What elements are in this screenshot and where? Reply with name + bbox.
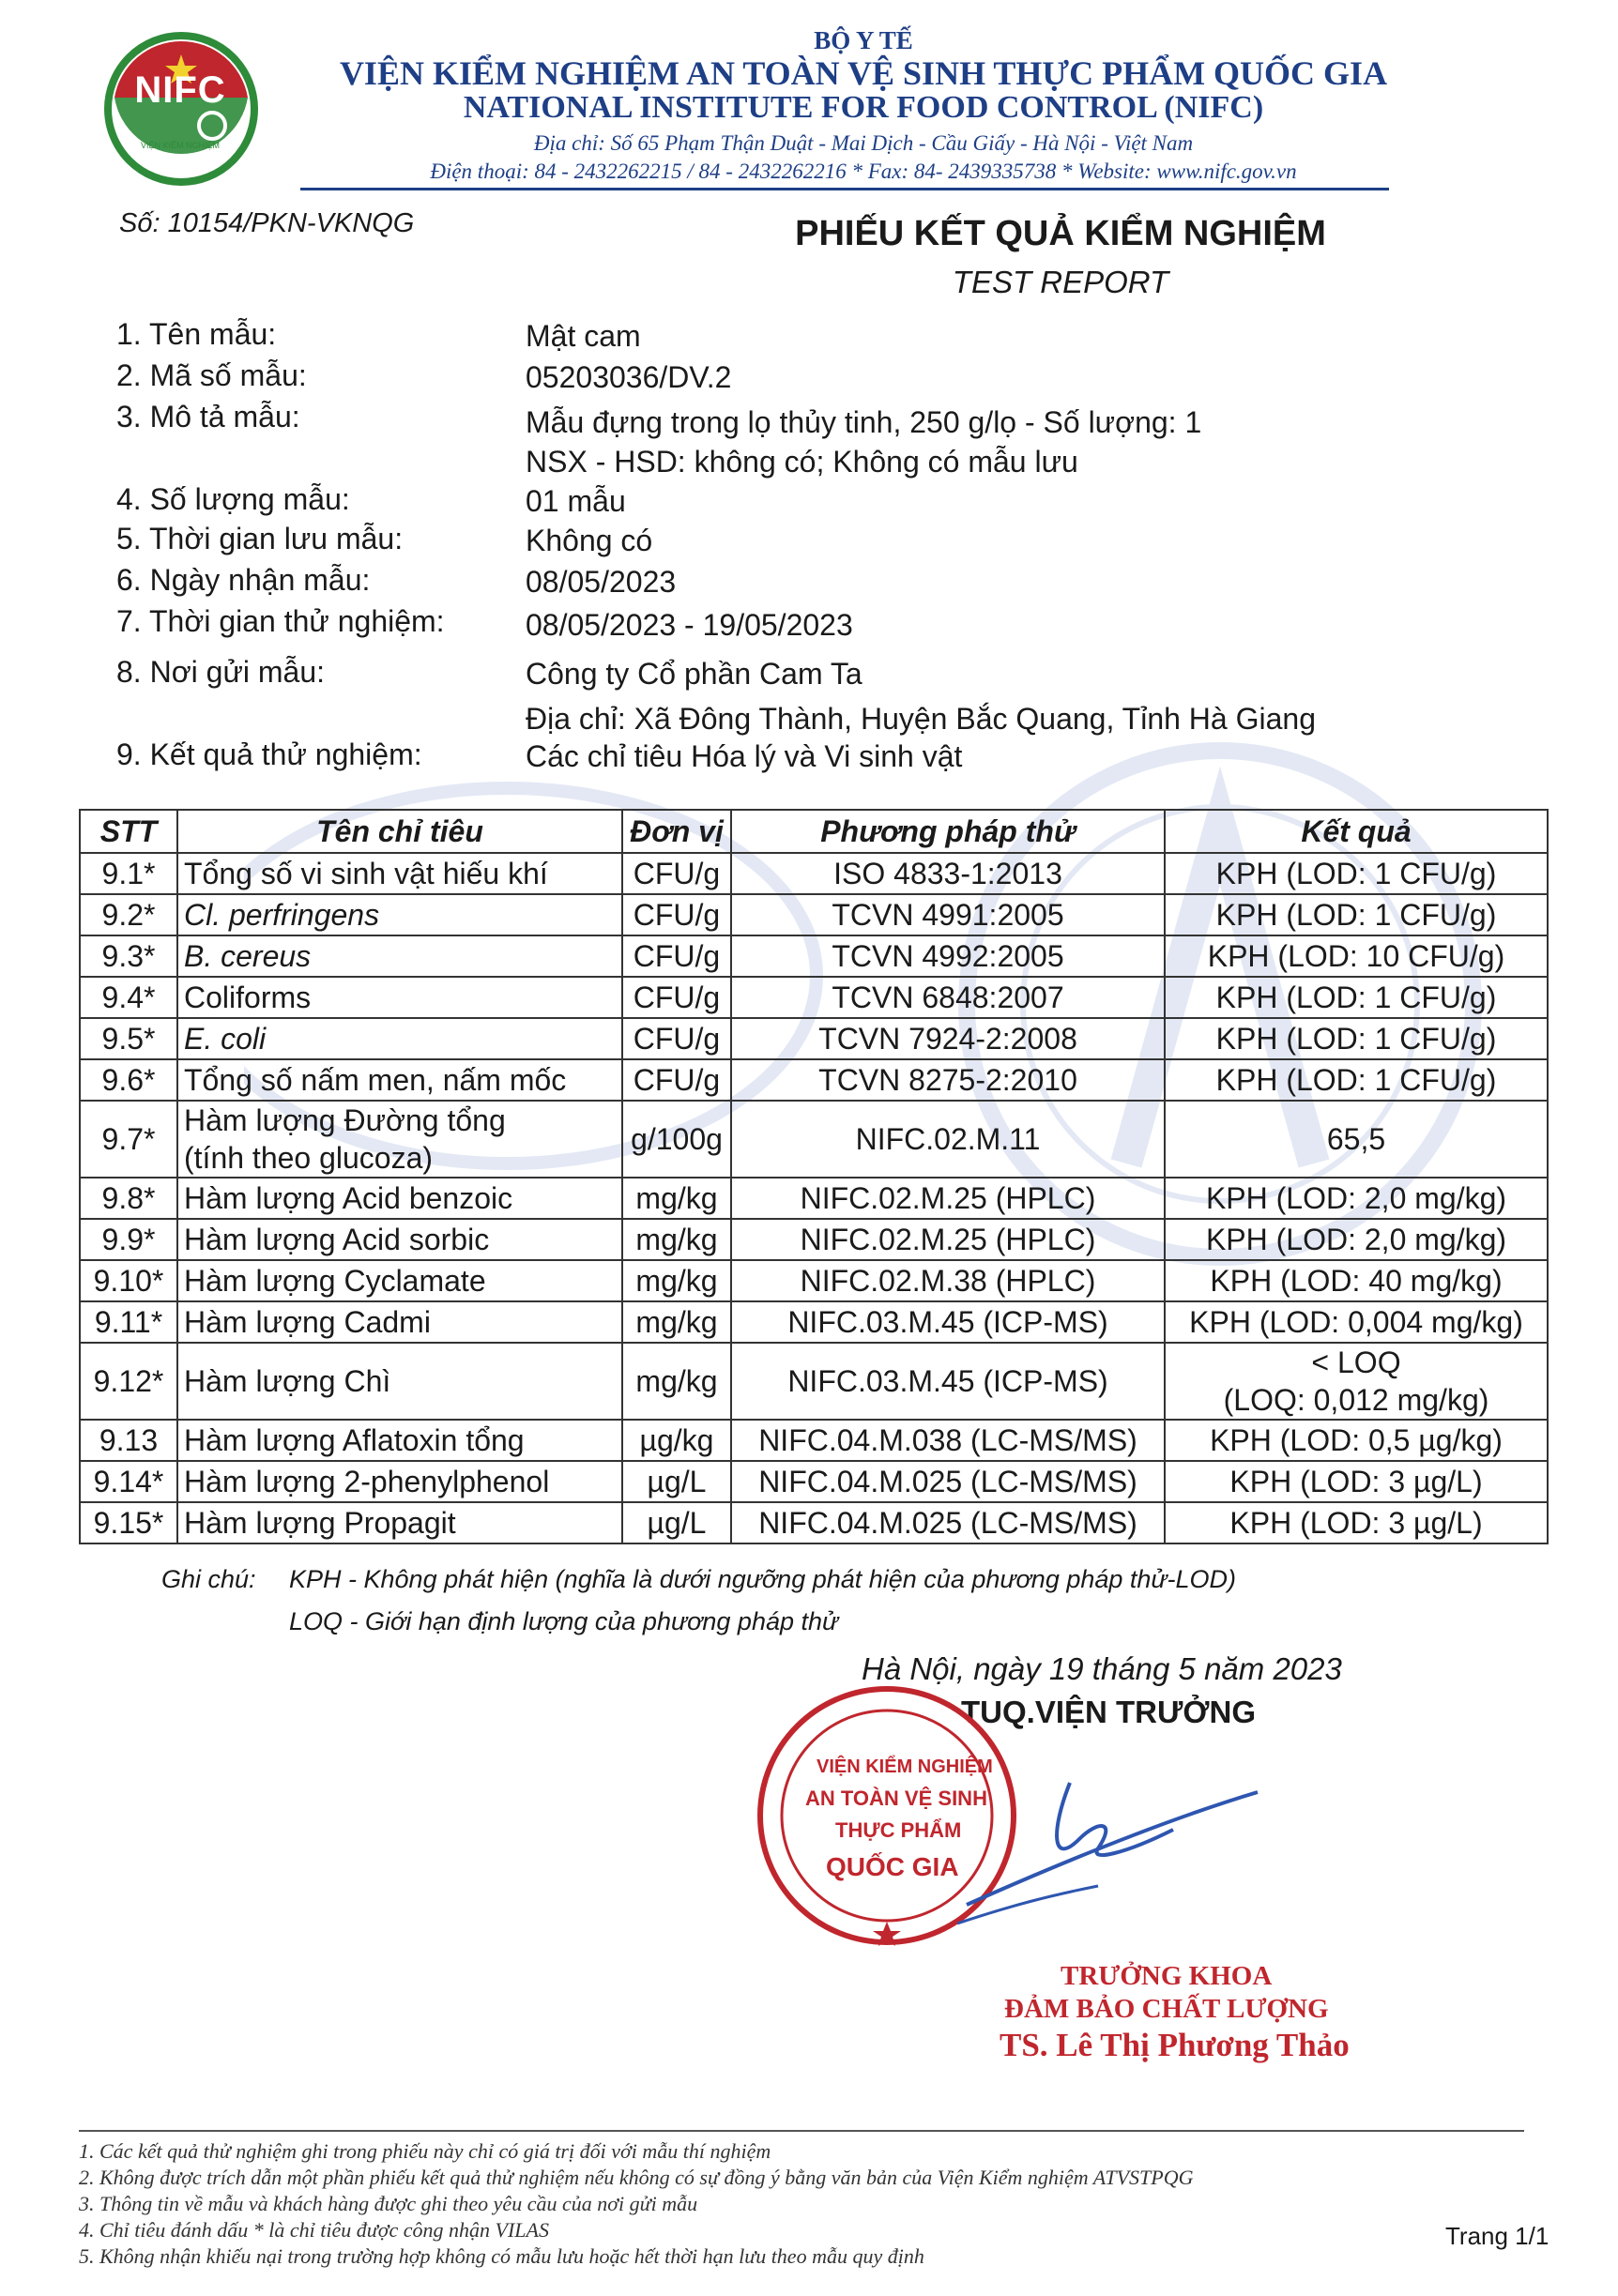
cell-result: KPH (LOD: 0,5 µg/kg) bbox=[1165, 1420, 1548, 1461]
cell-method: NIFC.02.M.25 (HPLC) bbox=[731, 1219, 1165, 1260]
table-row bbox=[80, 1101, 1548, 1178]
table-row bbox=[80, 1178, 1548, 1219]
cell-stt: 9.15* bbox=[80, 1502, 177, 1543]
cell-stt: 9.14* bbox=[80, 1461, 177, 1502]
cell-name: Hàm lượng Cyclamate bbox=[177, 1260, 622, 1301]
cell-result: KPH (LOD: 3 µg/L) bbox=[1165, 1461, 1548, 1502]
cell-name: Tổng số nấm men, nấm mốc bbox=[177, 1059, 622, 1101]
cell-unit: µg/L bbox=[622, 1461, 731, 1502]
info-value-quantity: 01 mẫu bbox=[526, 484, 626, 518]
cell-name bbox=[177, 1101, 622, 1178]
cell-name: Hàm lượng Propagit bbox=[177, 1502, 622, 1543]
note-kph: KPH - Không phát hiện (nghĩa là dưới ngưỡng phát hiện của phương pháp thử-LOD) bbox=[289, 1565, 1237, 1593]
table-row bbox=[80, 1461, 1548, 1502]
place-date: Hà Nội, ngày 19 tháng 5 năm 2023 bbox=[862, 1651, 1342, 1686]
footer-note-3: 3. Thông tin về mẫu và khách hàng được ghi theo yêu cầu của nơi gửi mẫu bbox=[79, 2192, 698, 2215]
report-title-vi: PHIẾU KẾT QUẢ KIỂM NGHIỆM bbox=[795, 214, 1326, 253]
cell-result: 65,5 bbox=[1165, 1101, 1548, 1178]
cell-result: KPH (LOD: 40 mg/kg) bbox=[1165, 1260, 1548, 1301]
col-header-method: Phương pháp thử bbox=[731, 810, 1165, 853]
table-row bbox=[80, 1502, 1548, 1543]
info-label-test-results: 9. Kết quả thử nghiệm: bbox=[116, 737, 422, 771]
col-header-unit: Đơn vị bbox=[622, 810, 731, 853]
note-loq: LOQ - Giới hạn định lượng của phương pháp thử bbox=[289, 1607, 839, 1635]
stamp-line-4: QUỐC GIA bbox=[826, 1852, 959, 1881]
report-number: Số: 10154/PKN-VKNQG bbox=[119, 208, 415, 238]
col-header-result: Kết quả bbox=[1165, 810, 1548, 853]
cell-unit: CFU/g bbox=[622, 935, 731, 977]
footer-note-5: 5. Không nhận khiếu nại trong trường hợp không có mẫu lưu hoặc hết thời hạn lưu theo mẫu quy định bbox=[79, 2244, 924, 2268]
cell-result: KPH (LOD: 2,0 mg/kg) bbox=[1165, 1178, 1548, 1219]
footer-divider bbox=[79, 2130, 1524, 2132]
info-label-received-date: 6. Ngày nhận mẫu: bbox=[116, 563, 371, 597]
info-value-retention: Không có bbox=[526, 524, 653, 557]
info-value-sample-code: 05203036/DV.2 bbox=[526, 360, 732, 394]
cell-result: KPH (LOD: 10 CFU/g) bbox=[1165, 935, 1548, 977]
cell-name: Hàm lượng Aflatoxin tổng bbox=[177, 1420, 622, 1461]
cell-name: Tổng số vi sinh vật hiếu khí bbox=[177, 853, 622, 894]
cell-name: Hàm lượng Acid sorbic bbox=[177, 1219, 622, 1260]
cell-stt: 9.7* bbox=[80, 1101, 177, 1178]
cell-name: Hàm lượng Acid benzoic bbox=[177, 1178, 622, 1219]
cell-method: NIFC.04.M.025 (LC-MS/MS) bbox=[731, 1461, 1165, 1502]
table-header-row bbox=[80, 810, 1548, 853]
info-label-sample-code: 2. Mã số mẫu: bbox=[116, 358, 307, 392]
cell-result: KPH (LOD: 1 CFU/g) bbox=[1165, 1018, 1548, 1059]
cell-method: NIFC.02.M.11 bbox=[731, 1101, 1165, 1178]
col-header-stt: STT bbox=[80, 810, 177, 853]
table-row bbox=[80, 1059, 1548, 1101]
cell-unit: µg/kg bbox=[622, 1420, 731, 1461]
cell-method: TCVN 6848:2007 bbox=[731, 977, 1165, 1018]
info-value-test-period: 08/05/2023 - 19/05/2023 bbox=[526, 608, 853, 642]
cell-stt: 9.4* bbox=[80, 977, 177, 1018]
info-value-description-2: NSX - HSD: không có; Không có mẫu lưu bbox=[526, 445, 1078, 479]
signer-name: TS. Lê Thị Phương Thảo bbox=[1000, 2027, 1350, 2063]
cell-method: NIFC.04.M.038 (LC-MS/MS) bbox=[731, 1420, 1165, 1461]
table-row bbox=[80, 1219, 1548, 1260]
cell-name: E. coli bbox=[177, 1018, 622, 1059]
stamp-line-1: VIỆN KIỂM NGHIỆM bbox=[817, 1756, 993, 1777]
cell-unit: mg/kg bbox=[622, 1260, 731, 1301]
cell-method: NIFC.03.M.45 (ICP-MS) bbox=[731, 1343, 1165, 1420]
table-row bbox=[80, 1301, 1548, 1343]
col-header-name: Tên chỉ tiêu bbox=[177, 810, 622, 853]
cell-result: KPH (LOD: 2,0 mg/kg) bbox=[1165, 1219, 1548, 1260]
handwritten-signature bbox=[939, 1764, 1276, 1952]
cell-stt: 9.12* bbox=[80, 1343, 177, 1420]
cell-method: TCVN 4991:2005 bbox=[731, 894, 1165, 935]
cell-method: TCVN 4992:2005 bbox=[731, 935, 1165, 977]
ministry-name: BỘ Y TẾ bbox=[814, 26, 913, 54]
signer-title: TUQ.VIỆN TRƯỞNG bbox=[961, 1695, 1257, 1729]
cell-method: NIFC.02.M.25 (HPLC) bbox=[731, 1178, 1165, 1219]
signer-department-1: TRƯỞNG KHOA bbox=[1061, 1961, 1273, 1991]
cell-method: TCVN 8275-2:2010 bbox=[731, 1059, 1165, 1101]
table-row bbox=[80, 935, 1548, 977]
cell-stt: 9.11* bbox=[80, 1301, 177, 1343]
cell-name-line-2: (tính theo glucoza) bbox=[184, 1141, 434, 1175]
info-label-test-period: 7. Thời gian thử nghiệm: bbox=[116, 604, 445, 638]
logo-subtext: VIỆN KIỂM NGHIỆM bbox=[140, 141, 220, 150]
logo-text: NIFC bbox=[134, 69, 226, 111]
cell-unit: mg/kg bbox=[622, 1301, 731, 1343]
cell-stt: 9.5* bbox=[80, 1018, 177, 1059]
cell-unit: g/100g bbox=[622, 1101, 731, 1178]
cell-stt: 9.13 bbox=[80, 1420, 177, 1461]
cell-result-line-1: < LOQ bbox=[1311, 1346, 1401, 1379]
cell-unit: CFU/g bbox=[622, 1018, 731, 1059]
cell-stt: 9.2* bbox=[80, 894, 177, 935]
table-row bbox=[80, 1018, 1548, 1059]
cell-result: KPH (LOD: 3 µg/L) bbox=[1165, 1502, 1548, 1543]
info-value-received-date: 08/05/2023 bbox=[526, 565, 677, 599]
page-number: Trang 1/1 bbox=[1445, 2222, 1549, 2250]
info-label-retention: 5. Thời gian lưu mẫu: bbox=[116, 522, 404, 555]
info-value-sender-address: Địa chỉ: Xã Đông Thành, Huyện Bắc Quang, Tỉnh Hà Giang bbox=[526, 702, 1316, 736]
institute-address: Địa chỉ: Số 65 Phạm Thận Duật - Mai Dịch - Cầu Giấy - Hà Nội - Việt Nam bbox=[533, 131, 1194, 155]
table-row bbox=[80, 1260, 1548, 1301]
cell-result: KPH (LOD: 1 CFU/g) bbox=[1165, 894, 1548, 935]
cell-method: ISO 4833-1:2013 bbox=[731, 853, 1165, 894]
cell-result: KPH (LOD: 1 CFU/g) bbox=[1165, 1059, 1548, 1101]
cell-result: KPH (LOD: 0,004 mg/kg) bbox=[1165, 1301, 1548, 1343]
signer-department-2: ĐẢM BẢO CHẤT LƯỢNG bbox=[1004, 1994, 1329, 2024]
institute-name-en: NATIONAL INSTITUTE FOR FOOD CONTROL (NIFC) bbox=[463, 90, 1264, 125]
cell-result: KPH (LOD: 1 CFU/g) bbox=[1165, 977, 1548, 1018]
stamp-line-3: THỰC PHẨM bbox=[835, 1818, 962, 1842]
report-title-en: TEST REPORT bbox=[952, 265, 1169, 299]
table-row bbox=[80, 894, 1548, 935]
cell-stt: 9.8* bbox=[80, 1178, 177, 1219]
notes-title: Ghi chú: bbox=[161, 1565, 256, 1593]
cell-unit: CFU/g bbox=[622, 1059, 731, 1101]
cell-unit: CFU/g bbox=[622, 894, 731, 935]
info-value-sender: Công ty Cổ phần Cam Ta bbox=[526, 657, 862, 691]
cell-unit: mg/kg bbox=[622, 1178, 731, 1219]
info-value-sample-name: Mật cam bbox=[526, 319, 641, 353]
institute-name-vi: VIỆN KIỂM NGHIỆM AN TOÀN VỆ SINH THỰC PHẨM QUỐC GIA bbox=[339, 54, 1388, 92]
cell-stt: 9.10* bbox=[80, 1260, 177, 1301]
cell-name: Cl. perfringens bbox=[177, 894, 622, 935]
cell-stt: 9.1* bbox=[80, 853, 177, 894]
stamp-line-2: AN TOÀN VỆ SINH bbox=[805, 1787, 987, 1810]
cell-unit: mg/kg bbox=[622, 1343, 731, 1420]
cell-unit: CFU/g bbox=[622, 853, 731, 894]
footer-note-4: 4. Chỉ tiêu đánh dấu * là chỉ tiêu được công nhận VILAS bbox=[79, 2218, 549, 2242]
cell-name: Hàm lượng Chì bbox=[177, 1343, 622, 1420]
cell-stt: 9.3* bbox=[80, 935, 177, 977]
info-label-sample-name: 1. Tên mẫu: bbox=[116, 317, 277, 351]
header-divider bbox=[300, 188, 1389, 190]
footer-note-1: 1. Các kết quả thử nghiệm ghi trong phiếu này chỉ có giá trị đối với mẫu thí nghiệm bbox=[79, 2139, 771, 2163]
cell-method: NIFC.04.M.025 (LC-MS/MS) bbox=[731, 1502, 1165, 1543]
cell-stt: 9.6* bbox=[80, 1059, 177, 1101]
info-value-test-results: Các chỉ tiêu Hóa lý và Vi sinh vật bbox=[526, 739, 963, 773]
cell-stt: 9.9* bbox=[80, 1219, 177, 1260]
cell-name: Coliforms bbox=[177, 977, 622, 1018]
cell-result-line-2: (LOQ: 0,012 mg/kg) bbox=[1223, 1383, 1489, 1417]
cell-name: B. cereus bbox=[177, 935, 622, 977]
cell-unit: CFU/g bbox=[622, 977, 731, 1018]
cell-unit: mg/kg bbox=[622, 1219, 731, 1260]
cell-method: NIFC.03.M.45 (ICP-MS) bbox=[731, 1301, 1165, 1343]
cell-result: KPH (LOD: 1 CFU/g) bbox=[1165, 853, 1548, 894]
institute-contact: Điện thoại: 84 - 2432262215 / 84 - 2432262216 * Fax: 84- 2439335738 * Website: www.nifc.gov.vn bbox=[430, 160, 1297, 183]
cell-name-line-1: Hàm lượng Đường tổng bbox=[184, 1103, 506, 1137]
cell-name: Hàm lượng Cadmi bbox=[177, 1301, 622, 1343]
info-label-description: 3. Mô tả mẫu: bbox=[116, 400, 300, 433]
table-row bbox=[80, 1343, 1548, 1420]
footer-note-2: 2. Không được trích dẫn một phần phiếu kết quả thử nghiệm nếu không có sự đồng ý bằng văn bản của Viện Kiểm nghiệm ATVSTPQG bbox=[79, 2166, 1194, 2189]
cell-method: NIFC.02.M.38 (HPLC) bbox=[731, 1260, 1165, 1301]
cell-name: Hàm lượng 2-phenylphenol bbox=[177, 1461, 622, 1502]
info-label-sender: 8. Nơi gửi mẫu: bbox=[116, 655, 326, 689]
cell-unit: µg/L bbox=[622, 1502, 731, 1543]
cell-method: TCVN 7924-2:2008 bbox=[731, 1018, 1165, 1059]
table-row bbox=[80, 977, 1548, 1018]
table-row bbox=[80, 1420, 1548, 1461]
results-table bbox=[79, 809, 1549, 1544]
info-label-quantity: 4. Số lượng mẫu: bbox=[116, 482, 350, 516]
info-value-description-1: Mẫu đựng trong lọ thủy tinh, 250 g/lọ - Số lượng: 1 bbox=[526, 405, 1202, 439]
table-row bbox=[80, 853, 1548, 894]
cell-result bbox=[1165, 1343, 1548, 1420]
